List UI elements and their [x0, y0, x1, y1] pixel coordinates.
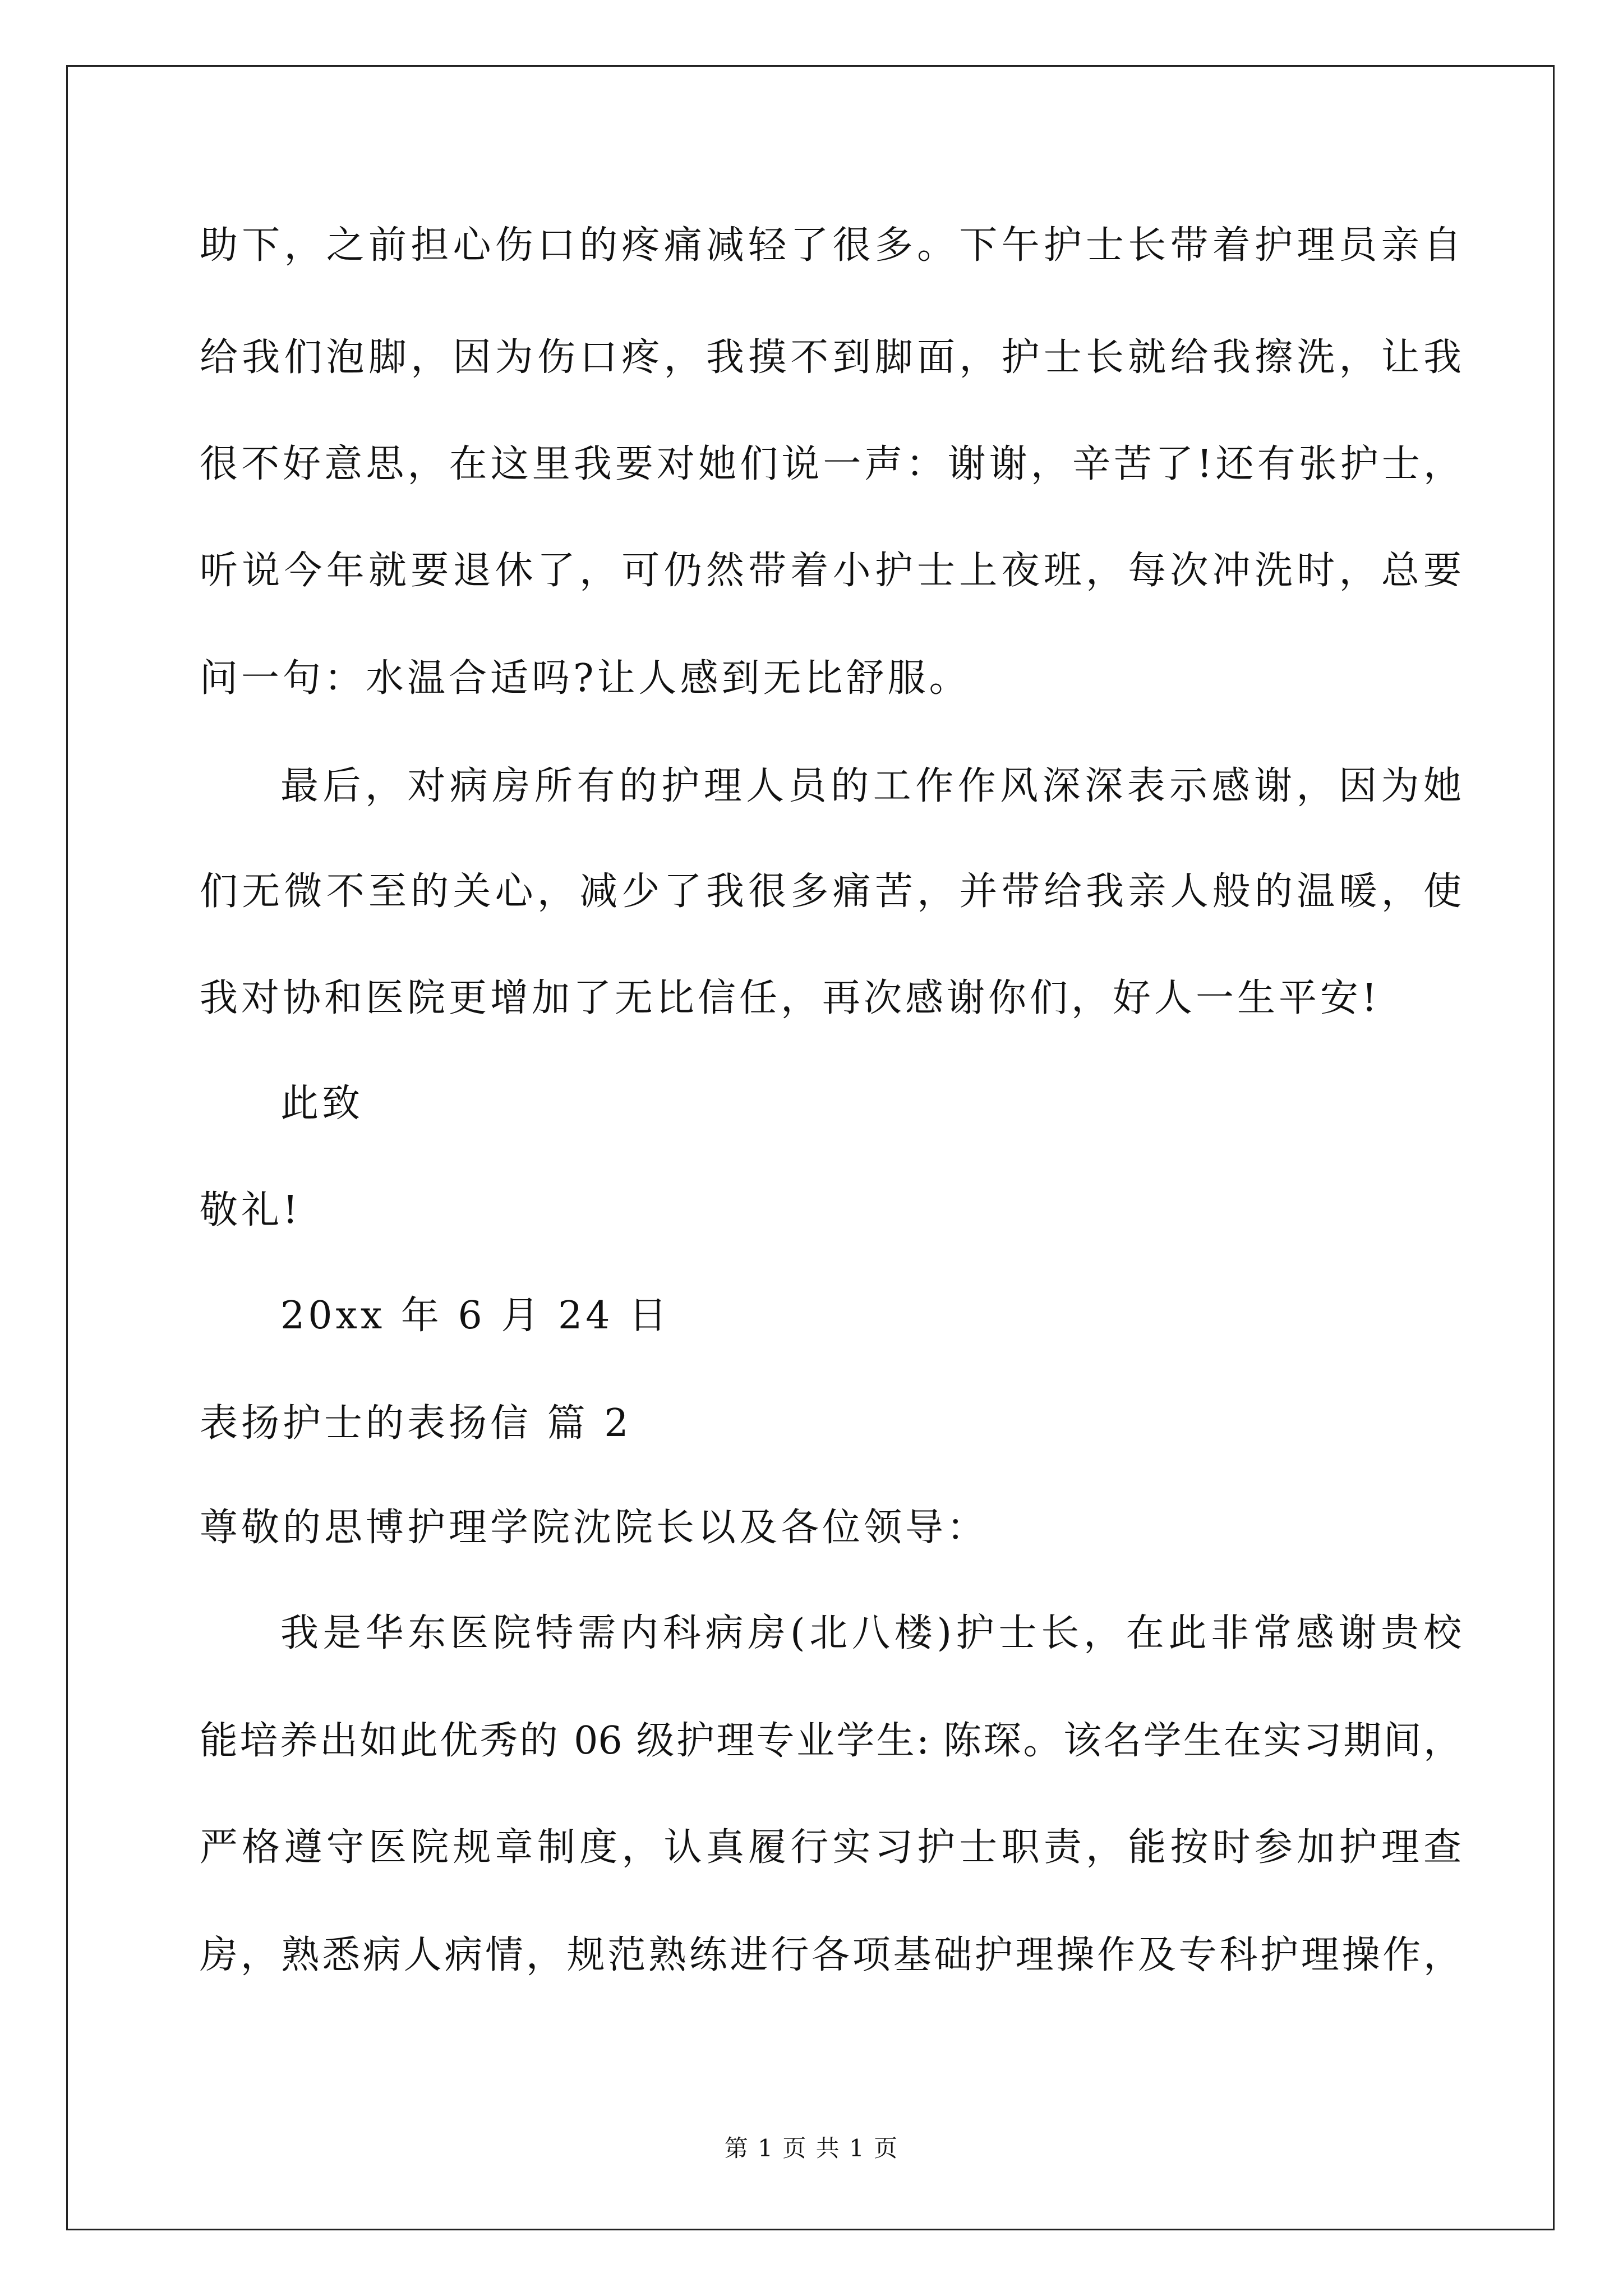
- body-line-1: 助下，之前担心伤口的疼痛减轻了很多。下午护士长带着护理员亲自: [200, 223, 1461, 268]
- page-frame: [66, 65, 1555, 2230]
- page-number-footer: 第 1 页 共 1 页: [724, 2134, 899, 2162]
- body-line-6: 最后，对病房所有的护理人员的工作作风深深表示感谢，因为她: [280, 764, 1461, 808]
- body-line-7: 们无微不至的关心，减少了我很多痛苦，并带给我亲人般的温暖，使: [200, 869, 1461, 914]
- body-line-4: 听说今年就要退休了，可仍然带着小护士上夜班，每次冲洗时，总要: [200, 549, 1461, 593]
- body-line-3: 很不好意思，在这里我要对她们说一声：谢谢，辛苦了!还有张护士，: [200, 442, 1461, 486]
- letter-date: 20xx 年 6 月 24 日: [280, 1294, 671, 1338]
- body-line-5: 问一句：水温合适吗?让人感到无比舒服。: [200, 656, 971, 701]
- closing-regards: 敬礼!: [200, 1188, 302, 1232]
- letter-greeting: 尊敬的思博护理学院沈院长以及各位领导：: [200, 1506, 989, 1550]
- body-line-11: 严格遵守医院规章制度，认真履行实习护士职责，能按时参加护理查: [200, 1825, 1461, 1870]
- body-line-8: 我对协和医院更增加了无比信任，再次感谢你们，好人一生平安!: [200, 976, 1381, 1020]
- body-line-2: 给我们泡脚，因为伤口疼，我摸不到脚面，护士长就给我擦洗，让我: [200, 335, 1461, 380]
- closing-salutation: 此致: [280, 1082, 364, 1126]
- body-line-12: 房，熟悉病人病情，规范熟练进行各项基础护理操作及专科护理操作，: [200, 1933, 1461, 1977]
- body-line-9: 我是华东医院特需内科病房(北八楼)护士长，在此非常感谢贵校: [280, 1611, 1461, 1655]
- body-line-10: 能培养出如此优秀的 06 级护理专业学生: 陈琛。该名学生在实习期间，: [200, 1719, 1461, 1763]
- section-title: 表扬护士的表扬信 篇 2: [200, 1401, 632, 1446]
